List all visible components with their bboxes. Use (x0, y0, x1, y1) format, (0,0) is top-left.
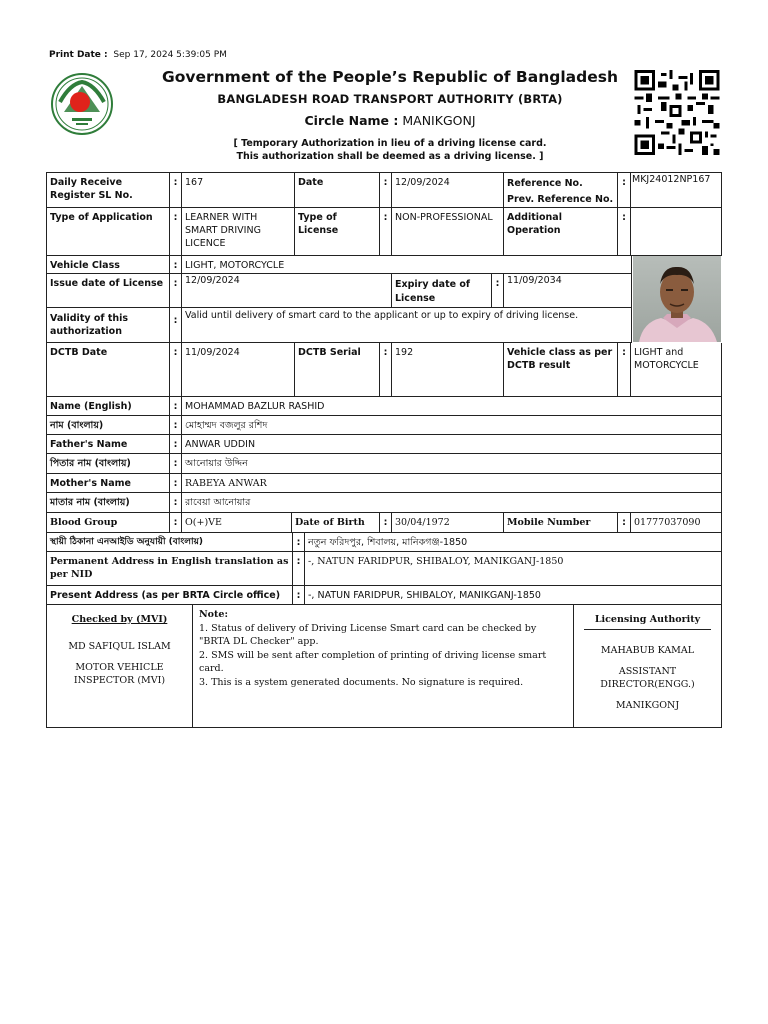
colon: : (170, 416, 182, 435)
vc-result-value: LIGHT and MOTORCYCLE (631, 343, 722, 397)
print-date-label: Print Date : (49, 50, 108, 60)
perm-en-value: -, NATUN FARIDPUR, SHIBALOY, MANIKGANJ-1850 (305, 552, 722, 586)
colon: : (170, 343, 182, 397)
mobile-value: 01777037090 (631, 513, 722, 533)
colon: : (170, 274, 182, 308)
colon: : (618, 173, 631, 208)
name-en-value: MOHAMMAD BAZLUR RASHID (182, 397, 722, 416)
validity-label: Validity of this authorization (47, 308, 170, 343)
blood-value: O(+)VE (182, 513, 292, 533)
applicant-photo (633, 256, 721, 342)
colon: : (380, 208, 392, 256)
colon: : (293, 586, 305, 605)
auth-circle: MANIKGONJ (615, 700, 680, 711)
colon: : (170, 513, 182, 533)
dob-label: Date of Birth (292, 513, 380, 533)
qr-code-icon (632, 70, 722, 155)
colon: : (293, 552, 305, 586)
type-lic-label: Type of License (295, 208, 380, 256)
colon: : (380, 513, 392, 533)
auth-title: Licensing Authority (584, 613, 711, 630)
dctb-date-label: DCTB Date (47, 343, 170, 397)
dctb-date-value: 11/09/2024 (182, 343, 295, 397)
date-value: 12/09/2024 (392, 173, 504, 208)
blood-label: Blood Group (47, 513, 170, 533)
auth-name: MAHABUB KAMAL (600, 645, 695, 656)
name-bn-value: মোহাম্মদ বজলুর রশিদ (182, 416, 722, 435)
note-item-3: 3. This is a system generated documents. No signature is required. (199, 676, 524, 688)
expiry-value: 11/09/2034 (504, 274, 632, 308)
type-app-value: LEARNER WITH SMART DRIVING LICENCE (182, 208, 295, 256)
note-title: Note: (199, 609, 228, 620)
colon: : (170, 308, 182, 343)
checked-name: MD SAFIQUL ISLAM (68, 641, 171, 652)
mother-bn-label: মাতার নাম (বাংলায়) (47, 493, 170, 513)
ref-label: Reference No. (507, 178, 583, 189)
notice-line-2: This authorization shall be deemed as a driving license. ] (236, 151, 544, 162)
perm-bn-label: স্থায়ী ঠিকানা এনআইডি অনুযায়ী (বাংলায়) (47, 533, 293, 552)
circle-value: MANIKGONJ (402, 113, 476, 128)
dctb-serial-value: 192 (392, 343, 504, 397)
name-en-label: Name (English) (47, 397, 170, 416)
colon: : (170, 173, 182, 208)
colon: : (170, 493, 182, 513)
checked-by-block (47, 605, 193, 728)
colon: : (618, 208, 631, 256)
colon: : (618, 343, 631, 397)
mobile-label: Mobile Number (504, 513, 618, 533)
vclass-label: Vehicle Class (47, 256, 170, 274)
checked-designation: MOTOR VEHICLE INSPECTOR (MVI) (73, 662, 166, 686)
notice-line-1: [ Temporary Authorization in lieu of a driving license card. (233, 138, 547, 149)
colon: : (170, 435, 182, 454)
issue-value: 12/09/2024 (182, 274, 392, 308)
present-value: -, NATUN FARIDPUR, SHIBALOY, MANIKGANJ-1850 (305, 586, 722, 605)
colon: : (170, 208, 182, 256)
prev-ref-label: Prev. Reference No. (507, 194, 614, 205)
colon: : (293, 533, 305, 552)
mother-label: Mother's Name (47, 474, 170, 493)
mother-value: RABEYA ANWAR (182, 474, 722, 493)
note-item-2: 2. SMS will be sent after completion of printing of driving license smart card. (199, 649, 547, 674)
drr-label: Daily Receive Register SL No. (47, 173, 170, 208)
name-bn-label: নাম (বাংলায়) (47, 416, 170, 435)
father-bn-label: পিতার নাম (বাংলায়) (47, 454, 170, 474)
colon: : (170, 397, 182, 416)
vclass-value: LIGHT, MOTORCYCLE (182, 256, 632, 274)
perm-en-label: Permanent Address in English translation as per NID (47, 552, 293, 586)
date-label: Date (295, 173, 380, 208)
drr-value: 167 (182, 173, 295, 208)
authorization-notice (140, 137, 640, 163)
colon: : (492, 274, 504, 308)
licensing-authority-block (574, 605, 722, 728)
ref-value: MKJ24012NP167 (631, 173, 722, 208)
father-label: Father's Name (47, 435, 170, 454)
type-lic-value: NON-PROFESSIONAL (392, 208, 504, 256)
print-date (49, 50, 227, 60)
mother-bn-value: রাবেয়া আনোয়ার (182, 493, 722, 513)
note-item-1: 1. Status of delivery of Driving License Smart card can be checked by "BRTA DL Checker" app. (199, 622, 537, 647)
colon: : (618, 513, 631, 533)
print-date-value: Sep 17, 2024 5:39:05 PM (113, 50, 227, 60)
vc-result-label: Vehicle class as per DCTB result (504, 343, 618, 397)
checked-title: Checked by (MVI) (71, 614, 168, 625)
authority-title: BANGLADESH ROAD TRANSPORT AUTHORITY (BRTA) (217, 92, 563, 106)
father-value: ANWAR UDDIN (182, 435, 722, 454)
note-block (193, 605, 574, 728)
father-bn-value: আনোয়ার উদ্দিন (182, 454, 722, 474)
auth-designation: ASSISTANT DIRECTOR(ENGG.) (600, 666, 695, 690)
present-label: Present Address (as per BRTA Circle office) (47, 586, 293, 605)
colon: : (380, 343, 392, 397)
colon: : (380, 173, 392, 208)
gov-title: Government of the People’s Republic of Bangladesh (162, 68, 618, 86)
brta-logo-icon (50, 72, 114, 136)
colon: : (170, 454, 182, 474)
colon: : (170, 256, 182, 274)
perm-bn-value: নতুন ফরিদপুর, শিবালয়, মানিকগঞ্জ-1850 (305, 533, 722, 552)
dob-value: 30/04/1972 (392, 513, 504, 533)
dctb-serial-label: DCTB Serial (295, 343, 380, 397)
add-op-value (631, 208, 722, 256)
type-app-label: Type of Application (47, 208, 170, 256)
expiry-label: Expiry date of License (392, 274, 492, 308)
issue-label: Issue date of License (47, 274, 170, 308)
circle-label: Circle Name : (304, 113, 399, 128)
colon: : (170, 474, 182, 493)
circle-name (140, 113, 640, 128)
validity-value: Valid until delivery of smart card to the applicant or up to expiry of driving license. (182, 308, 632, 343)
reference-labels (504, 173, 618, 208)
add-op-label: Additional Operation (504, 208, 618, 256)
